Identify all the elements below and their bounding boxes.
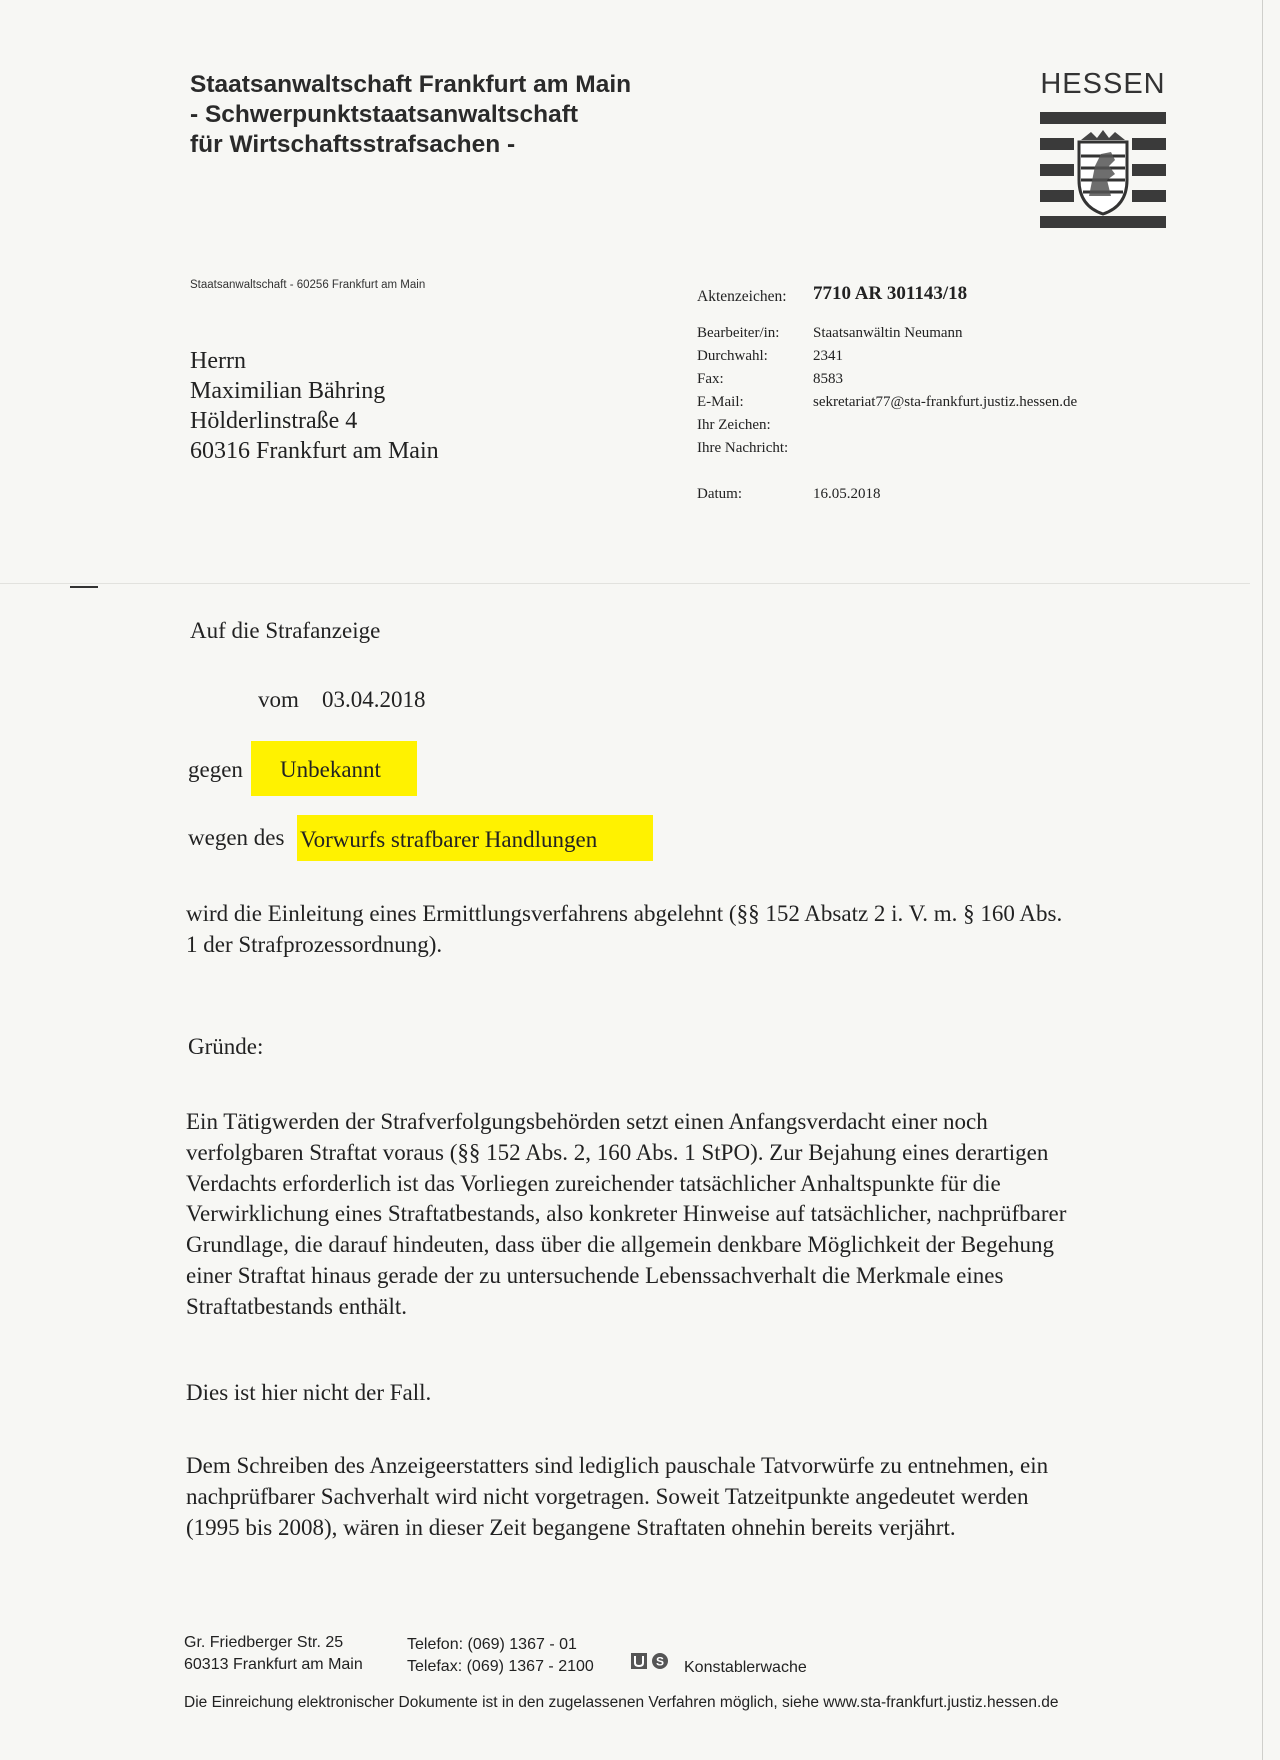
footer-phone: Telefon: (069) 1367 - 01	[407, 1636, 577, 1653]
paragraph-line: Verdachts erforderlich ist das Vorliegen zureichender tatsächlicher Anhaltspunkte für die	[186, 1170, 1001, 1196]
paragraph-line: wird die Einleitung eines Ermittlungsverfahrens abgelehnt (§§ 152 Absatz 2 i. V. m. § 160 Abs.	[186, 901, 1063, 926]
ref-label: Bearbeiter/in:	[697, 325, 780, 341]
recipient-salutation: Herrn	[190, 348, 246, 374]
authority-line: für Wirtschaftsstrafsachen -	[190, 131, 516, 158]
ref-label: Fax:	[697, 371, 724, 387]
footer-fax: Telefax: (069) 1367 - 2100	[407, 1658, 594, 1675]
footer-street: Gr. Friedberger Str. 25	[184, 1634, 344, 1651]
ref-label: Ihre Nachricht:	[697, 440, 789, 456]
s-bahn-icon	[651, 1652, 669, 1670]
decision-paragraph	[186, 899, 1062, 961]
paragraph-line: nachprüfbarer Sachverhalt wird nicht vorgetragen. Soweit Tatzeitpunkte angedeutet werden	[186, 1483, 1029, 1509]
recipient-street: Hölderlinstraße 4	[190, 408, 358, 434]
ref-label: Durchwahl:	[697, 348, 768, 364]
page-edge	[1262, 0, 1263, 1760]
return-address: Staatsanwaltschaft - 60256 Frankfurt am Main	[190, 279, 426, 291]
paragraph-line: Verwirklichung eines Straftatbestands, also konkreter Hinweise auf tatsächlicher, nachprüfbarer	[186, 1201, 1067, 1227]
ref-value: 8583	[813, 371, 843, 387]
recipient-city: 60316 Frankfurt am Main	[190, 438, 439, 464]
u-bahn-icon	[630, 1652, 648, 1670]
paragraph-line: Straftatbestands enthält.	[186, 1293, 407, 1319]
reasons-paragraph	[186, 1107, 1066, 1323]
ref-label: Ihr Zeichen:	[697, 417, 771, 433]
date-label: Datum:	[697, 486, 742, 502]
wegen-label: wegen des	[188, 825, 285, 850]
charge-value: Vorwurfs strafbarer Handlungen	[300, 827, 598, 852]
ref-value: 2341	[813, 348, 843, 364]
file-number-label: Aktenzeichen:	[697, 288, 787, 305]
accused-value: Unbekannt	[280, 757, 381, 782]
vom-label: vom	[258, 687, 299, 712]
hessen-logo	[1035, 68, 1170, 243]
not-the-case-text: Dies ist hier nicht der Fall.	[186, 1380, 432, 1405]
ref-value: sekretariat77@sta-frankfurt.justiz.hessen.de	[813, 394, 1078, 410]
reasons-heading: Gründe:	[188, 1034, 264, 1059]
paragraph-line: Grundlage, die darauf hindeuten, dass über die allgemein denkbare Möglichkeit der Begehung	[186, 1232, 1054, 1258]
recipient-address	[190, 346, 439, 466]
fold-mark	[70, 586, 98, 588]
footer-notice: Die Einreichung elektronischer Dokumente ist in den zugelassenen Verfahren möglich, siehe www.sta-frankfurt.justiz.hessen.de	[184, 1694, 1059, 1711]
hessen-coat-of-arms-icon	[1035, 110, 1170, 240]
paragraph-line: Dem Schreiben des Anzeigeerstatters sind lediglich pauschale Tatvorwürfe zu entnehmen, ein	[186, 1453, 1049, 1478]
ref-label: E-Mail:	[697, 394, 744, 410]
paragraph-line: verfolgbaren Straftat voraus (§§ 152 Abs. 2, 160 Abs. 1 StPO). Zur Bejahung eines derartigen	[186, 1139, 1049, 1165]
authority-line: Staatsanwaltschaft Frankfurt am Main	[190, 71, 632, 98]
logo-text: HESSEN	[1040, 68, 1166, 100]
transit-icons	[630, 1652, 670, 1670]
file-number: 7710 AR 301143/18	[813, 283, 968, 304]
paragraph-line: (1995 bis 2008), wären in dieser Zeit begangene Straftaten ohnehin bereits verjährt.	[186, 1514, 956, 1540]
footer-station: Konstablerwache	[684, 1659, 807, 1676]
authority-name	[190, 70, 631, 160]
svg-text:S: S	[655, 1654, 665, 1669]
paragraph-line: 1 der Strafprozessordnung).	[186, 931, 443, 957]
paragraph-line: Ein Tätigwerden der Strafverfolgungsbehörden setzt einen Anfangsverdacht einer noch	[186, 1109, 988, 1134]
gegen-label: gegen	[188, 757, 243, 782]
recipient-name: Maximilian Bähring	[190, 378, 386, 404]
footer-city: 60313 Frankfurt am Main	[184, 1656, 363, 1673]
authority-line: - Schwerpunktstaatsanwaltschaft	[190, 101, 579, 128]
paragraph-line: einer Straftat hinaus gerade der zu untersuchende Lebenssachverhalt die Merkmale eines	[186, 1262, 1004, 1288]
letter-date: 16.05.2018	[813, 486, 881, 502]
fold-line	[0, 583, 1250, 584]
final-paragraph	[186, 1451, 1048, 1543]
ref-value: Staatsanwältin Neumann	[813, 325, 963, 341]
complaint-date: 03.04.2018	[322, 687, 426, 712]
intro-text: Auf die Strafanzeige	[190, 618, 381, 643]
